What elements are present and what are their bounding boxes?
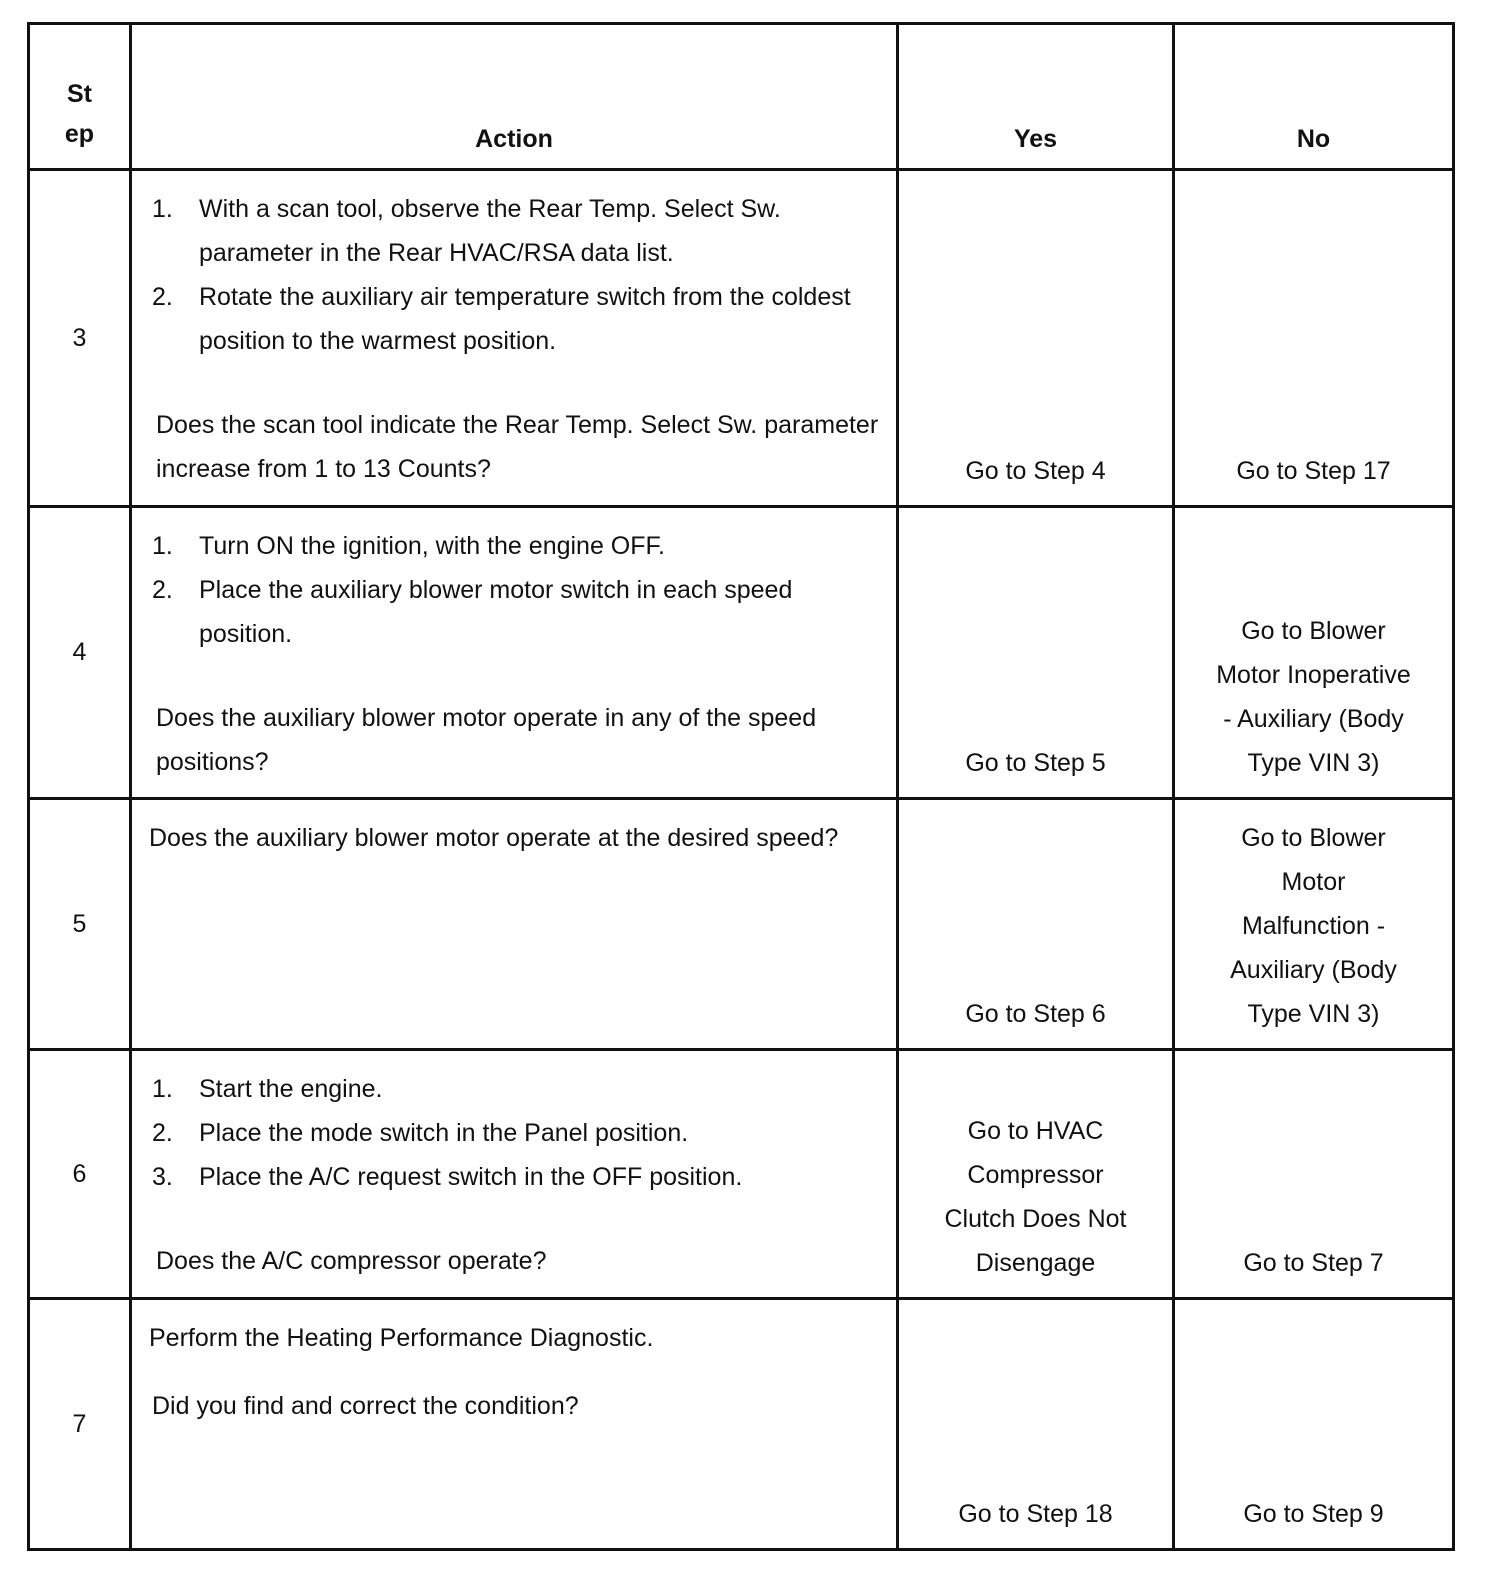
step-number: 7 [29, 1299, 131, 1550]
no-cell: Go to Step 17 [1174, 170, 1454, 507]
header-row [29, 24, 1454, 170]
header-action: Action [131, 24, 898, 170]
header-step-line2: ep [64, 120, 95, 148]
list-item: 3. Place the A/C request switch in the OFF position. [152, 1163, 743, 1191]
question-text: Did you find and correct the condition? [152, 1392, 579, 1420]
header-step [29, 24, 131, 170]
step-number: 6 [29, 1050, 131, 1299]
action-text: Perform the Heating Performance Diagnostic. [149, 1324, 654, 1352]
table-row [29, 1050, 1454, 1299]
yes-cell: Go to Step 4 [898, 170, 1174, 507]
header-yes: Yes [898, 24, 1174, 170]
step-number: 4 [29, 507, 131, 799]
yes-cell: Go to Step 6 [898, 799, 1174, 1050]
question-text: Does the auxiliary blower motor operate in any of the speed positions? [156, 704, 817, 776]
yes-cell: Go to Step 18 [898, 1299, 1174, 1550]
list-item: 2. Place the mode switch in the Panel position. [152, 1119, 689, 1147]
yes-cell: Go to Step 5 [898, 507, 1174, 799]
action-cell [131, 1299, 898, 1550]
table-row [29, 507, 1454, 799]
no-cell: Go to Step 9 [1174, 1299, 1454, 1550]
header-no: No [1174, 24, 1454, 170]
list-item: 1. With a scan tool, observe the Rear Temp. Select Sw. parameter in the Rear HVAC/RSA data list. [152, 195, 781, 267]
action-cell [131, 507, 898, 799]
no-cell: Go to Blower Motor Malfunction - Auxiliary (Body Type VIN 3) [1174, 799, 1454, 1050]
no-cell: Go to Step 7 [1174, 1050, 1454, 1299]
step-number: 3 [29, 170, 131, 507]
action-cell [131, 799, 898, 1050]
action-text: Does the auxiliary blower motor operate at the desired speed? [149, 824, 839, 852]
list-item: 1. Turn ON the ignition, with the engine OFF. [152, 532, 665, 560]
question-text: Does the A/C compressor operate? [156, 1247, 547, 1275]
header-step-line1: St [67, 80, 92, 108]
yes-cell: Go to HVAC Compressor Clutch Does Not Disengage [898, 1050, 1174, 1299]
question-text: Does the scan tool indicate the Rear Temp. Select Sw. parameter increase from 1 to 13 Counts? [156, 411, 879, 483]
action-cell [131, 170, 898, 507]
action-cell [131, 1050, 898, 1299]
table-row [29, 170, 1454, 507]
no-cell: Go to Blower Motor Inoperative - Auxiliary (Body Type VIN 3) [1174, 507, 1454, 799]
table-row [29, 799, 1454, 1050]
diagnostic-table [27, 22, 1455, 1551]
list-item: 2. Place the auxiliary blower motor switch in each speed position. [152, 576, 793, 648]
table-row [29, 1299, 1454, 1550]
list-item: 2. Rotate the auxiliary air temperature switch from the coldest position to the warmest position. [152, 283, 851, 355]
list-item: 1. Start the engine. [152, 1075, 383, 1103]
step-number: 5 [29, 799, 131, 1050]
